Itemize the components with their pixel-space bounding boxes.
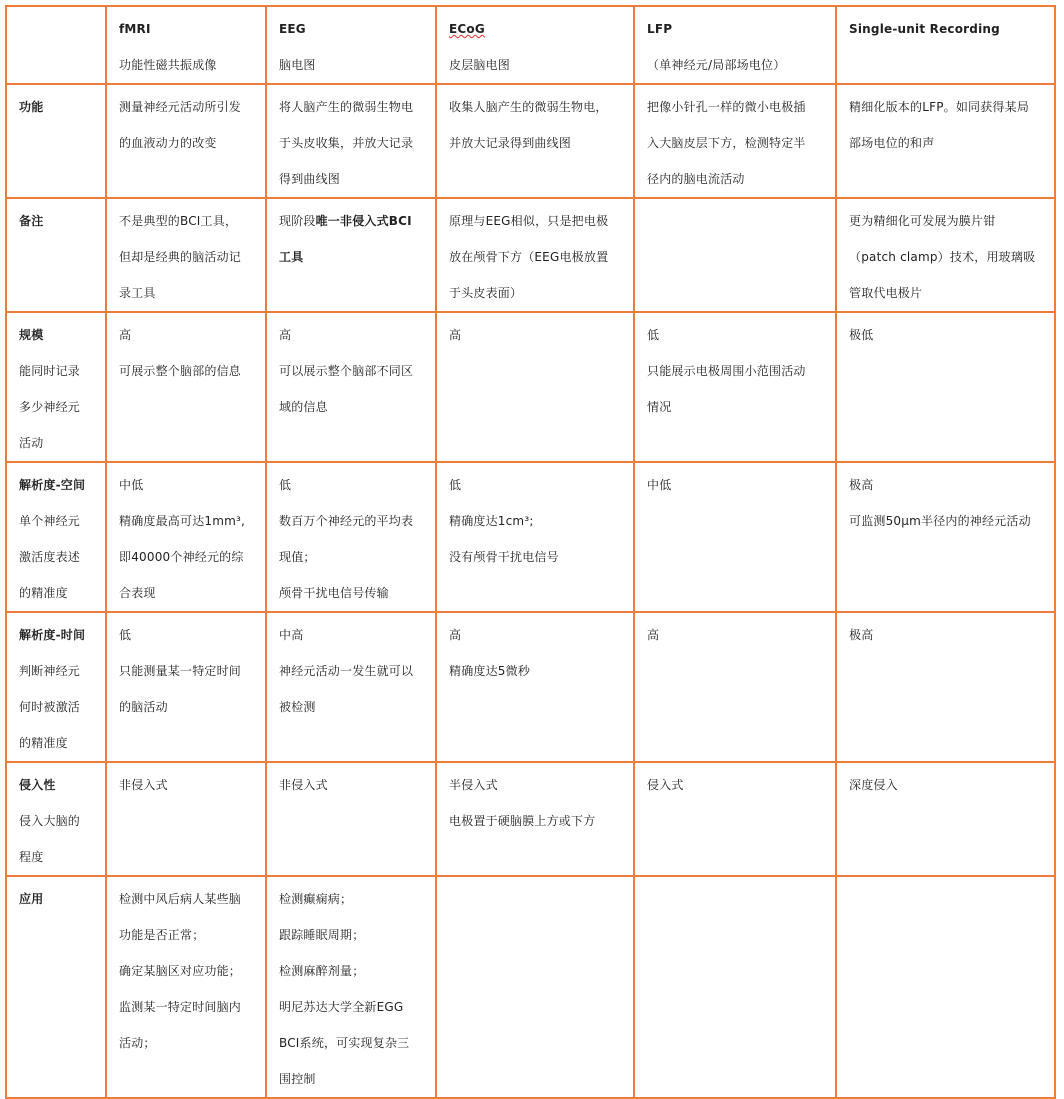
cell-line: 跟踪睡眠周期； — [279, 928, 365, 942]
row-label-desc: 何时被激活 — [19, 700, 81, 714]
column-title: EEG — [279, 22, 306, 36]
cell-lfp — [634, 312, 836, 462]
cell-line: 放在颅骨下方（EEG电极放置 — [449, 250, 609, 264]
header-single-unit — [836, 6, 1055, 84]
row-label: 规模 — [19, 328, 44, 342]
row-label-desc: 程度 — [19, 850, 44, 864]
row-scale — [6, 312, 1055, 462]
cell-fmri — [106, 762, 266, 876]
cell-line: 管取代电极片 — [849, 286, 923, 300]
cell-single-unit — [836, 462, 1055, 612]
cell-ecog — [436, 198, 634, 312]
cell-line: 明尼苏达大学全新EGG — [279, 1000, 404, 1014]
cell-lfp — [634, 762, 836, 876]
cell-lfp — [634, 876, 836, 1098]
row-label-desc: 判断神经元 — [19, 664, 81, 678]
cell-line: 合表现 — [119, 586, 156, 600]
cell-line: 极低 — [849, 328, 874, 342]
cell-line: 情况 — [647, 400, 672, 414]
cell-line: 功能是否正常； — [119, 928, 205, 942]
cell-line: 确定某脑区对应功能； — [119, 964, 242, 978]
cell-line: 电极置于硬脑膜上方或下方 — [449, 814, 596, 828]
cell-line: 更为精细化可发展为膜片钳 — [849, 214, 996, 228]
cell-line: 工具 — [279, 250, 304, 264]
column-subtitle: （单神经元/局部场电位） — [647, 58, 786, 72]
cell-line: 数百万个神经元的平均表 — [279, 514, 414, 528]
note-prefix: 现阶段 — [279, 214, 316, 228]
cell-single-unit — [836, 312, 1055, 462]
row-spatial-resolution — [6, 462, 1055, 612]
cell-line: 可以展示整个脑部不同区 — [279, 364, 414, 378]
cell-fmri — [106, 84, 266, 198]
cell-line: 部场电位的和声 — [849, 136, 935, 150]
cell-line: 中低 — [647, 478, 672, 492]
row-function — [6, 84, 1055, 198]
column-title: fMRI — [119, 22, 151, 36]
header-lfp — [634, 6, 836, 84]
cell-fmri — [106, 876, 266, 1098]
cell-line: 测量神经元活动所引发 — [119, 100, 242, 114]
row-label-cell — [6, 762, 106, 876]
cell-line: 并放大记录得到曲线图 — [449, 136, 572, 150]
column-subtitle: 皮层脑电图 — [449, 58, 511, 72]
cell-line: 精细化版本的LFP。如同获得某局 — [849, 100, 1030, 114]
cell-line: 非侵入式 — [279, 778, 328, 792]
comparison-table — [5, 5, 1056, 1099]
corner-cell — [6, 6, 106, 84]
row-label: 应用 — [19, 892, 44, 906]
cell-fmri — [106, 612, 266, 762]
cell-eeg — [266, 612, 436, 762]
cell-line: 精确度达1cm³; — [449, 514, 534, 528]
cell-line: 围控制 — [279, 1072, 316, 1086]
row-label-cell — [6, 198, 106, 312]
cell-line: 中低 — [119, 478, 144, 492]
cell-line: （patch clamp）技术，用玻璃吸 — [849, 250, 1036, 264]
cell-line: 于头皮收集，并放大记录 — [279, 136, 414, 150]
column-subtitle: 脑电图 — [279, 58, 316, 72]
row-applications — [6, 876, 1055, 1098]
cell-line: 原理与EEG相似，只是把电极 — [449, 214, 609, 228]
cell-line: 低 — [449, 478, 462, 492]
cell-line: 收集人脑产生的微弱生物电， — [449, 100, 608, 114]
cell-line: 低 — [279, 478, 292, 492]
cell-line: 高 — [279, 328, 292, 342]
row-label-cell — [6, 312, 106, 462]
cell-eeg — [266, 84, 436, 198]
note-emphasis: 唯一非侵入式BCI — [315, 214, 412, 228]
cell-line: 精确度最高可达1mm³, — [119, 514, 246, 528]
cell-eeg — [266, 876, 436, 1098]
header-row — [6, 6, 1055, 84]
cell-ecog — [436, 762, 634, 876]
cell-eeg — [266, 462, 436, 612]
row-label-desc: 侵入大脑的 — [19, 814, 81, 828]
cell-line: 高 — [449, 328, 462, 342]
cell-line — [279, 203, 427, 239]
cell-line: 高 — [647, 628, 660, 642]
row-label-desc: 能同时记录 — [19, 364, 81, 378]
cell-line: 被检测 — [279, 700, 316, 714]
row-label-desc: 活动 — [19, 436, 44, 450]
row-label: 备注 — [19, 214, 44, 228]
cell-line: 极高 — [849, 478, 874, 492]
row-label-desc: 的精准度 — [19, 736, 68, 750]
cell-line: 径内的脑电流活动 — [647, 172, 745, 186]
cell-eeg — [266, 312, 436, 462]
cell-line: 没有颅骨干扰电信号 — [449, 550, 559, 564]
cell-line: 半侵入式 — [449, 778, 498, 792]
cell-line: 高 — [449, 628, 462, 642]
cell-line: 只能测量某一特定时间 — [119, 664, 242, 678]
cell-ecog — [436, 612, 634, 762]
cell-lfp — [634, 462, 836, 612]
cell-line: 可监测50μm半径内的神经元活动 — [849, 514, 1031, 528]
row-label-cell — [6, 876, 106, 1098]
cell-line: 现值； — [279, 550, 316, 564]
cell-line: 侵入式 — [647, 778, 684, 792]
cell-line: 中高 — [279, 628, 304, 642]
cell-line: 可展示整个脑部的信息 — [119, 364, 242, 378]
column-title: LFP — [647, 22, 673, 36]
cell-ecog — [436, 312, 634, 462]
cell-line: 深度侵入 — [849, 778, 898, 792]
cell-single-unit — [836, 876, 1055, 1098]
cell-lfp — [634, 612, 836, 762]
cell-line: 颅骨干扰电信号传输 — [279, 586, 389, 600]
header-eeg — [266, 6, 436, 84]
cell-line: 极高 — [849, 628, 874, 642]
row-label-desc: 单个神经元 — [19, 514, 81, 528]
cell-single-unit — [836, 198, 1055, 312]
cell-line: 域的信息 — [279, 400, 328, 414]
cell-line: 于头皮表面） — [449, 286, 523, 300]
cell-line: 的血液动力的改变 — [119, 136, 217, 150]
cell-line: 将人脑产生的微弱生物电 — [279, 100, 414, 114]
row-invasiveness — [6, 762, 1055, 876]
cell-line: 活动； — [119, 1036, 156, 1050]
row-label: 解析度-时间 — [19, 628, 86, 642]
cell-line: 精确度达5微秒 — [449, 664, 531, 678]
row-notes — [6, 198, 1055, 312]
row-temporal-resolution — [6, 612, 1055, 762]
row-label: 功能 — [19, 100, 44, 114]
cell-fmri — [106, 312, 266, 462]
cell-line: 监测某一特定时间脑内 — [119, 1000, 242, 1014]
cell-eeg — [266, 198, 436, 312]
header-ecog — [436, 6, 634, 84]
cell-eeg — [266, 762, 436, 876]
cell-single-unit — [836, 762, 1055, 876]
cell-fmri — [106, 198, 266, 312]
cell-ecog — [436, 876, 634, 1098]
cell-line: 只能展示电极周围小范围活动 — [647, 364, 806, 378]
row-label-desc: 多少神经元 — [19, 400, 81, 414]
row-label-desc: 的精准度 — [19, 586, 68, 600]
row-label: 侵入性 — [19, 778, 56, 792]
cell-line: 检测麻醉剂量； — [279, 964, 365, 978]
cell-line: 录工具 — [119, 286, 156, 300]
row-label-cell — [6, 462, 106, 612]
cell-single-unit — [836, 612, 1055, 762]
header-fmri — [106, 6, 266, 84]
cell-line: 不是典型的BCI工具， — [119, 214, 238, 228]
cell-line: 高 — [119, 328, 132, 342]
cell-line: BCI系统，可实现复杂三 — [279, 1036, 410, 1050]
cell-lfp — [634, 198, 836, 312]
cell-line: 入大脑皮层下方，检测特定半 — [647, 136, 806, 150]
row-label-cell — [6, 612, 106, 762]
column-subtitle: 功能性磁共振成像 — [119, 58, 217, 72]
row-label-desc: 激活度表述 — [19, 550, 81, 564]
column-title: Single-unit Recording — [849, 22, 1000, 36]
cell-ecog — [436, 84, 634, 198]
cell-line: 低 — [119, 628, 132, 642]
row-label: 解析度-空间 — [19, 478, 86, 492]
cell-line: 得到曲线图 — [279, 172, 341, 186]
cell-line: 的脑活动 — [119, 700, 168, 714]
cell-fmri — [106, 462, 266, 612]
cell-ecog — [436, 462, 634, 612]
cell-line: 把像小针孔一样的微小电极插 — [647, 100, 806, 114]
cell-line: 检测癫痫病； — [279, 892, 353, 906]
cell-line: 即40000个神经元的综 — [119, 550, 244, 564]
cell-line: 低 — [647, 328, 660, 342]
cell-single-unit — [836, 84, 1055, 198]
cell-lfp — [634, 84, 836, 198]
cell-line: 非侵入式 — [119, 778, 168, 792]
cell-line: 神经元活动一发生就可以 — [279, 664, 414, 678]
cell-line: 检测中风后病人某些脑 — [119, 892, 242, 906]
cell-line: 但却是经典的脑活动记 — [119, 250, 242, 264]
column-title: ECoG — [449, 22, 485, 36]
row-label-cell — [6, 84, 106, 198]
